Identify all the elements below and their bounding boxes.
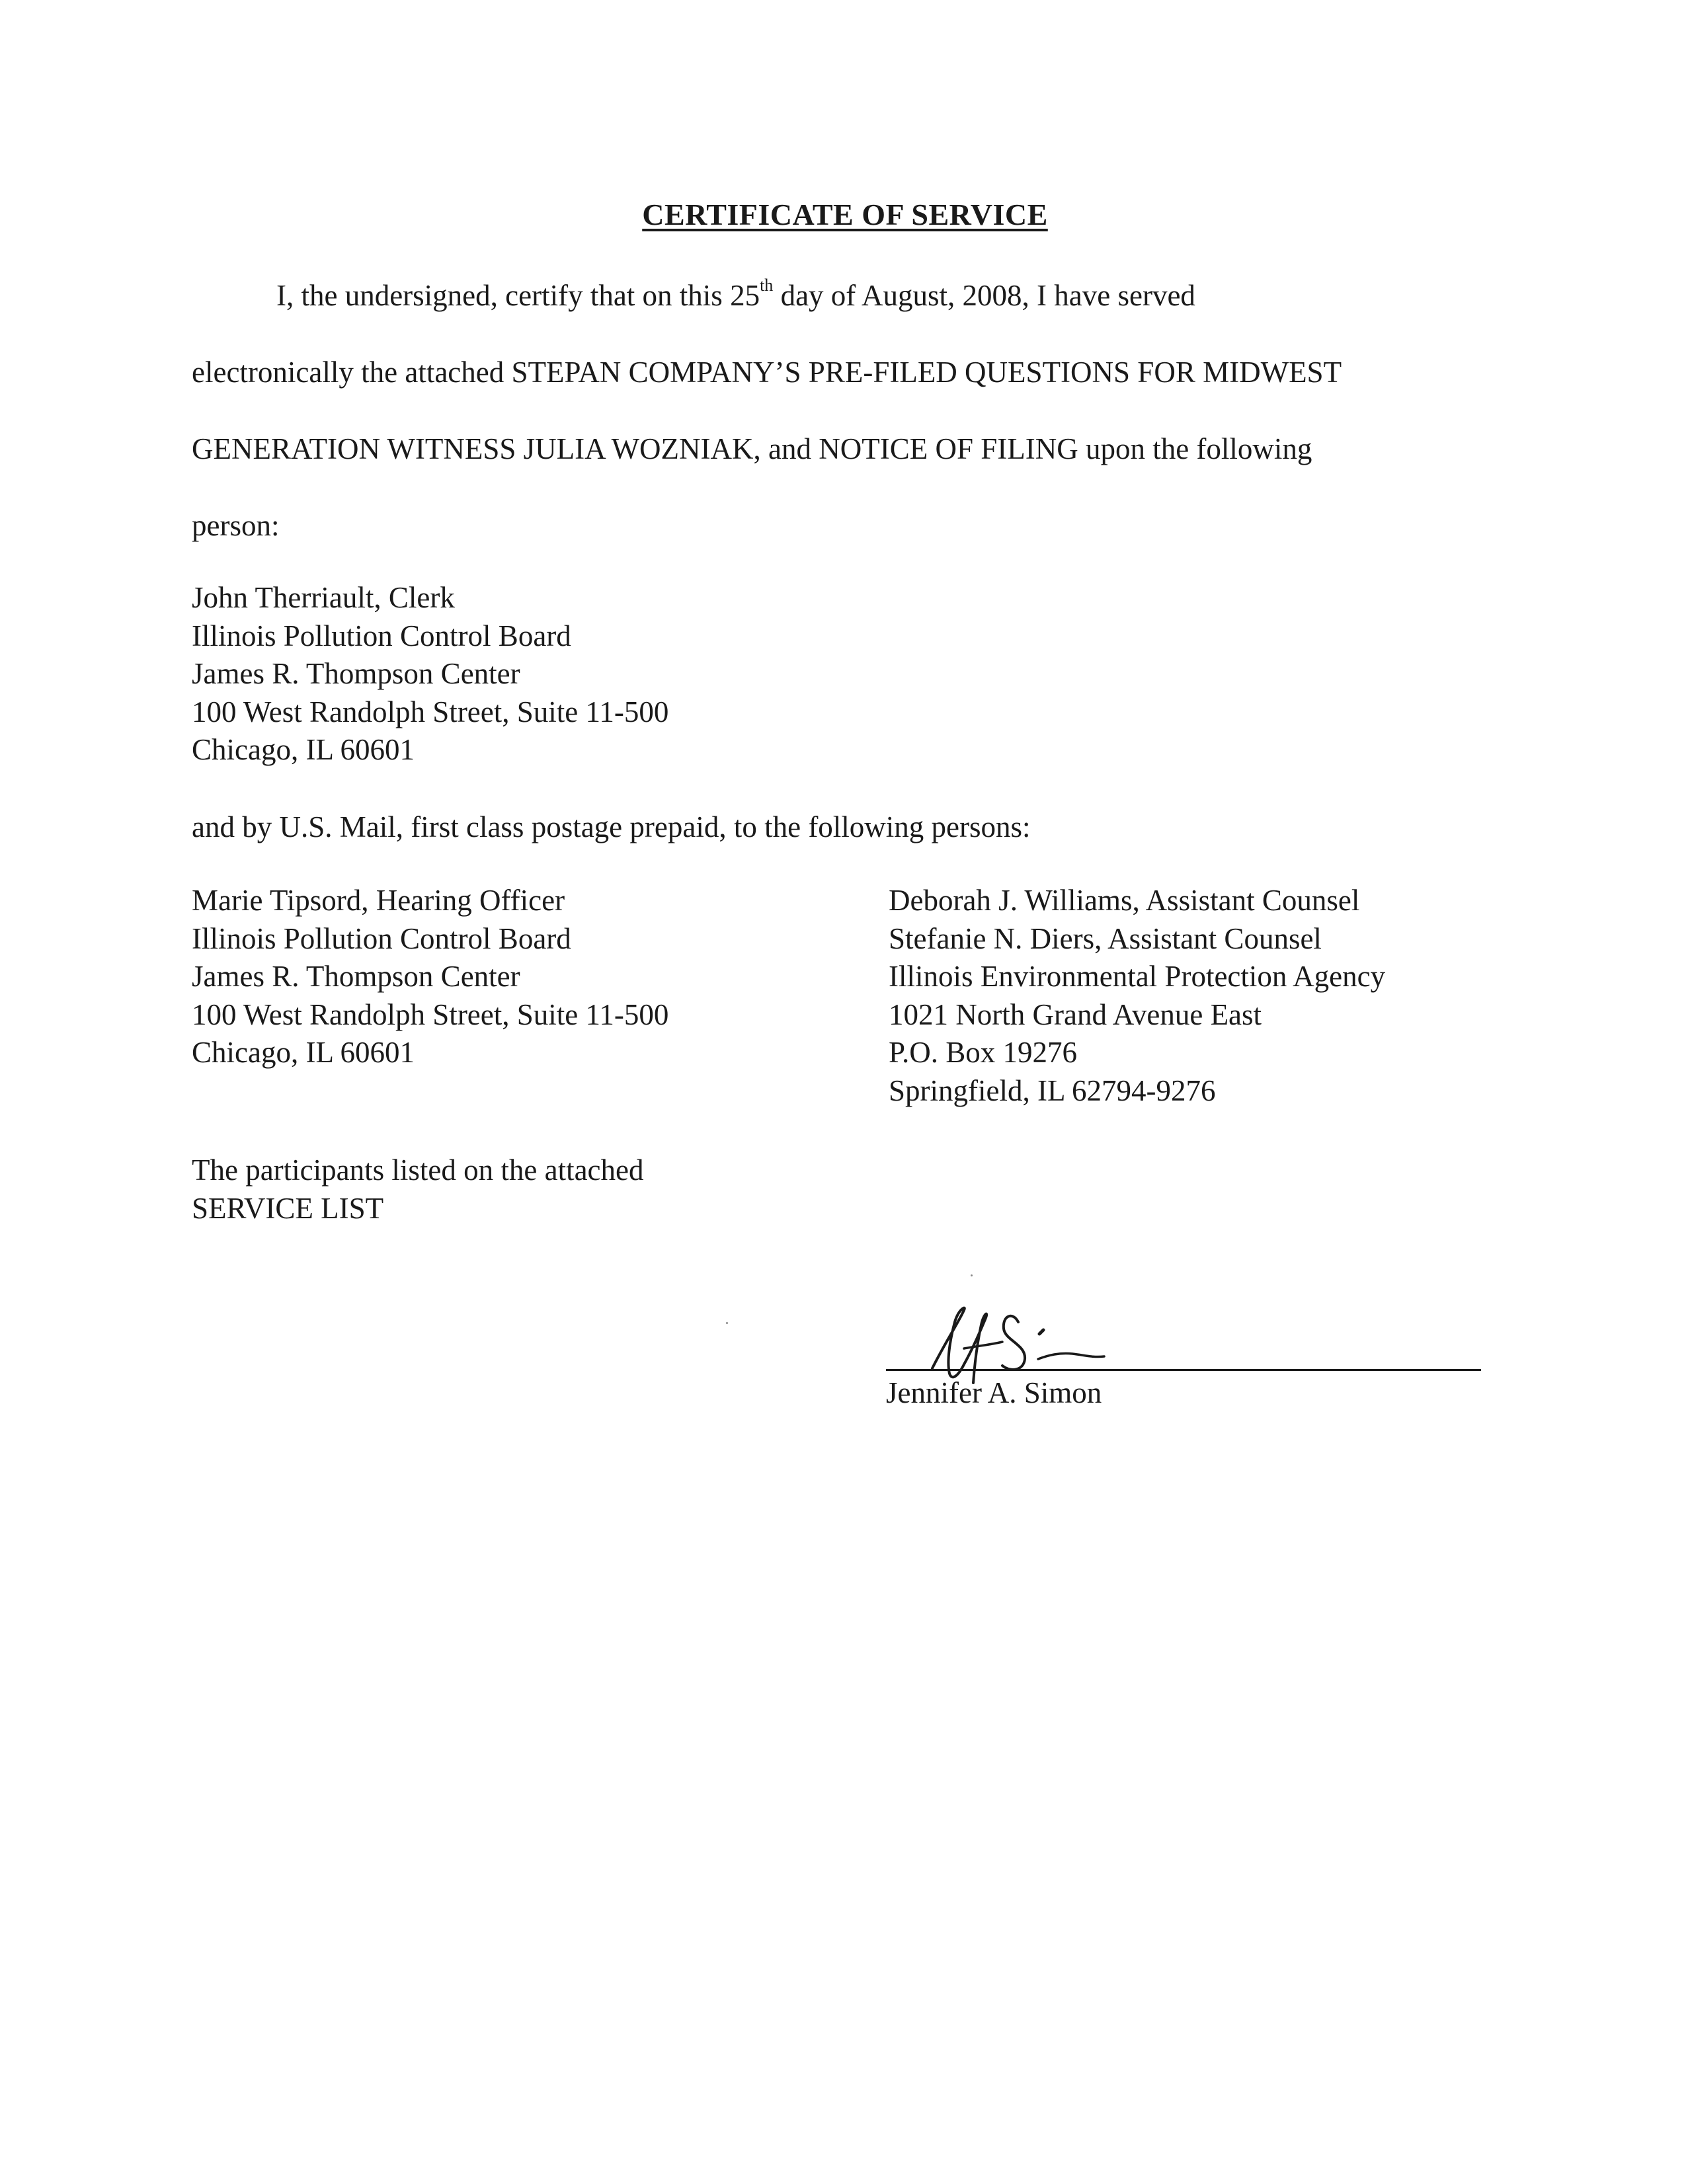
signer-name: Jennifer A. Simon xyxy=(886,1376,1102,1409)
mail-intro: and by U.S. Mail, first class postage prepaid, to the following persons: xyxy=(192,810,1031,843)
participants-line: The participants listed on the attached xyxy=(192,1153,644,1187)
address-line: P.O. Box 19276 xyxy=(889,1036,1078,1069)
certification-line-3: GENERATION WITNESS JULIA WOZNIAK, and NOTICE OF FILING upon the following xyxy=(192,432,1312,465)
scan-speck xyxy=(971,1274,973,1276)
document-title: CERTIFICATE OF SERVICE xyxy=(642,198,1048,231)
address-line: 100 West Randolph Street, Suite 11-500 xyxy=(192,695,669,728)
mail-recipient-left-address xyxy=(192,882,668,1072)
handwritten-signature xyxy=(886,1296,1481,1388)
address-line: Springfield, IL 62794-9276 xyxy=(889,1073,1216,1107)
certification-line-1-text: I, the undersigned, certify that on this 25 xyxy=(276,279,760,312)
address-line: Marie Tipsord, Hearing Officer xyxy=(192,884,565,917)
address-line: Chicago, IL 60601 xyxy=(192,733,415,766)
address-line: Illinois Environmental Protection Agency xyxy=(889,960,1386,993)
address-line: Stefanie N. Diers, Assistant Counsel xyxy=(889,921,1322,955)
address-line: 1021 North Grand Avenue East xyxy=(889,997,1262,1031)
address-line: Chicago, IL 60601 xyxy=(192,1036,415,1069)
electronic-recipient-address xyxy=(192,579,668,769)
certification-line-1 xyxy=(276,278,1599,314)
address-line: Illinois Pollution Control Board xyxy=(192,921,571,955)
address-line: Deborah J. Williams, Assistant Counsel xyxy=(889,884,1360,917)
participants-note xyxy=(192,1151,644,1228)
address-line: Illinois Pollution Control Board xyxy=(192,619,571,652)
address-line: James R. Thompson Center xyxy=(192,657,520,690)
ordinal-suffix: th xyxy=(760,276,774,295)
mail-recipient-right-address xyxy=(889,882,1385,1110)
certification-line-4: person: xyxy=(192,509,280,542)
scan-speck xyxy=(726,1322,728,1324)
participants-line: SERVICE LIST xyxy=(192,1191,384,1225)
address-line: 100 West Randolph Street, Suite 11-500 xyxy=(192,997,669,1031)
address-line: James R. Thompson Center xyxy=(192,960,520,993)
signature-line xyxy=(886,1369,1481,1371)
certification-line-2: electronically the attached STEPAN COMPANY’S PRE-FILED QUESTIONS FOR MIDWEST xyxy=(192,356,1342,389)
address-line: John Therriault, Clerk xyxy=(192,581,455,614)
certification-line-1-rest: day of August, 2008, I have served xyxy=(773,279,1195,312)
